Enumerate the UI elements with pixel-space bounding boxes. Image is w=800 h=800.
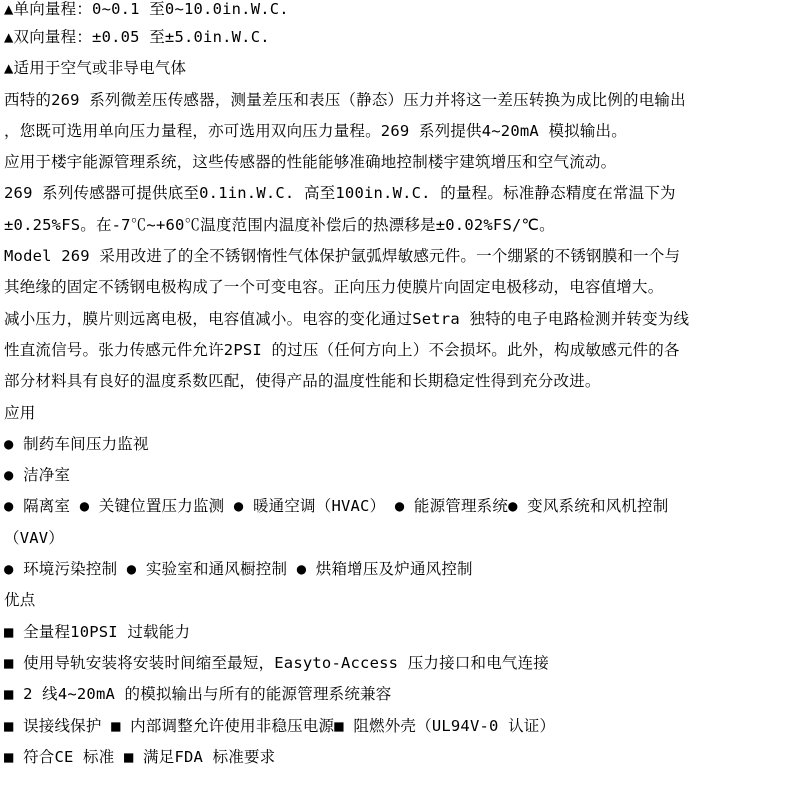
advantages-heading: 优点 [4,591,36,610]
application-list-item: ● 环境污染控制 ● 实验室和通风橱控制 ● 烘箱增压及炉通风控制 [4,560,473,579]
application-list-item: ● 制药车间压力监视 [4,434,149,453]
spec-unidirectional-range: ▲单向量程：0~0.1 至0~10.0in.W.C. [4,0,289,18]
model-paragraph-line-1: Model 269 采用改进了的全不锈钢惰性气体保护氩弧焊敏感元件。一个绷紧的不锈钢膜和一个与 [4,247,681,266]
application-list-item-continued: （VAV） [4,528,64,547]
model-paragraph-line-5: 部分材料具有良好的温度系数匹配，使得产品的温度性能和长期稳定性得到充分改进。 [4,372,601,391]
applications-heading: 应用 [4,403,36,422]
model-paragraph-line-4: 性直流信号。张力传感元件允许2PSI 的过压（任何方向上）不会损坏。此外，构成敏感元件的各 [4,340,680,359]
advantage-list-item: ■ 2 线4~20mA 的模拟输出与所有的能源管理系统兼容 [4,685,392,704]
application-list-item: ● 洁净室 [4,466,71,485]
advantage-list-item: ■ 符合CE 标准 ■ 满足FDA 标准要求 [4,747,276,766]
application-paragraph: 应用于楼宇能源管理系统，这些传感器的性能能够准确地控制楼宇建筑增压和空气流动。 [4,153,617,172]
range-paragraph-line-2: ±0.25%FS。在-7℃~+60℃温度范围内温度补偿后的热漂移是±0.02%FS/℃。 [4,215,555,234]
spec-bidirectional-range: ▲双向量程：±0.05 至±5.0in.W.C. [4,28,270,46]
model-paragraph-line-2: 其绝缘的固定不锈钢电极构成了一个可变电容。正向压力使膜片向固定电极移动，电容值增大。 [4,278,664,297]
model-paragraph-line-3: 减小压力，膜片则远离电极，电容值减小。电容的变化通过Setra 独特的电子电路检测并转变为线 [4,309,690,328]
advantage-list-item: ■ 全量程10PSI 过载能力 [4,622,191,641]
advantage-list-item: ■ 使用导轨安装将安装时间缩至最短，Easyto-Access 压力接口和电气连接 [4,653,550,672]
range-paragraph-line-1: 269 系列传感器可提供底至0.1in.W.C. 高至100in.W.C. 的量程。标准静态精度在常温下为 [4,184,676,203]
spec-media: ▲适用于空气或非导电气体 [4,59,187,78]
advantage-list-item: ■ 误接线保护 ■ 内部调整允许使用非稳压电源■ 阻燃外壳（UL94V-0 认证） [4,716,556,735]
intro-paragraph-line-2: ，您既可选用单向压力量程，亦可选用双向压力量程。269 系列提供4~20mA 模拟输出。 [4,121,627,140]
intro-paragraph-line-1: 西特的269 系列微差压传感器，测量差压和表压（静态）压力并将这一差压转换为成比例的电输出 [4,90,686,109]
application-list-item: ● 隔离室 ● 关键位置压力监测 ● 暖通空调（HVAC） ● 能源管理系统● 变风系统和风机控制 [4,497,669,516]
